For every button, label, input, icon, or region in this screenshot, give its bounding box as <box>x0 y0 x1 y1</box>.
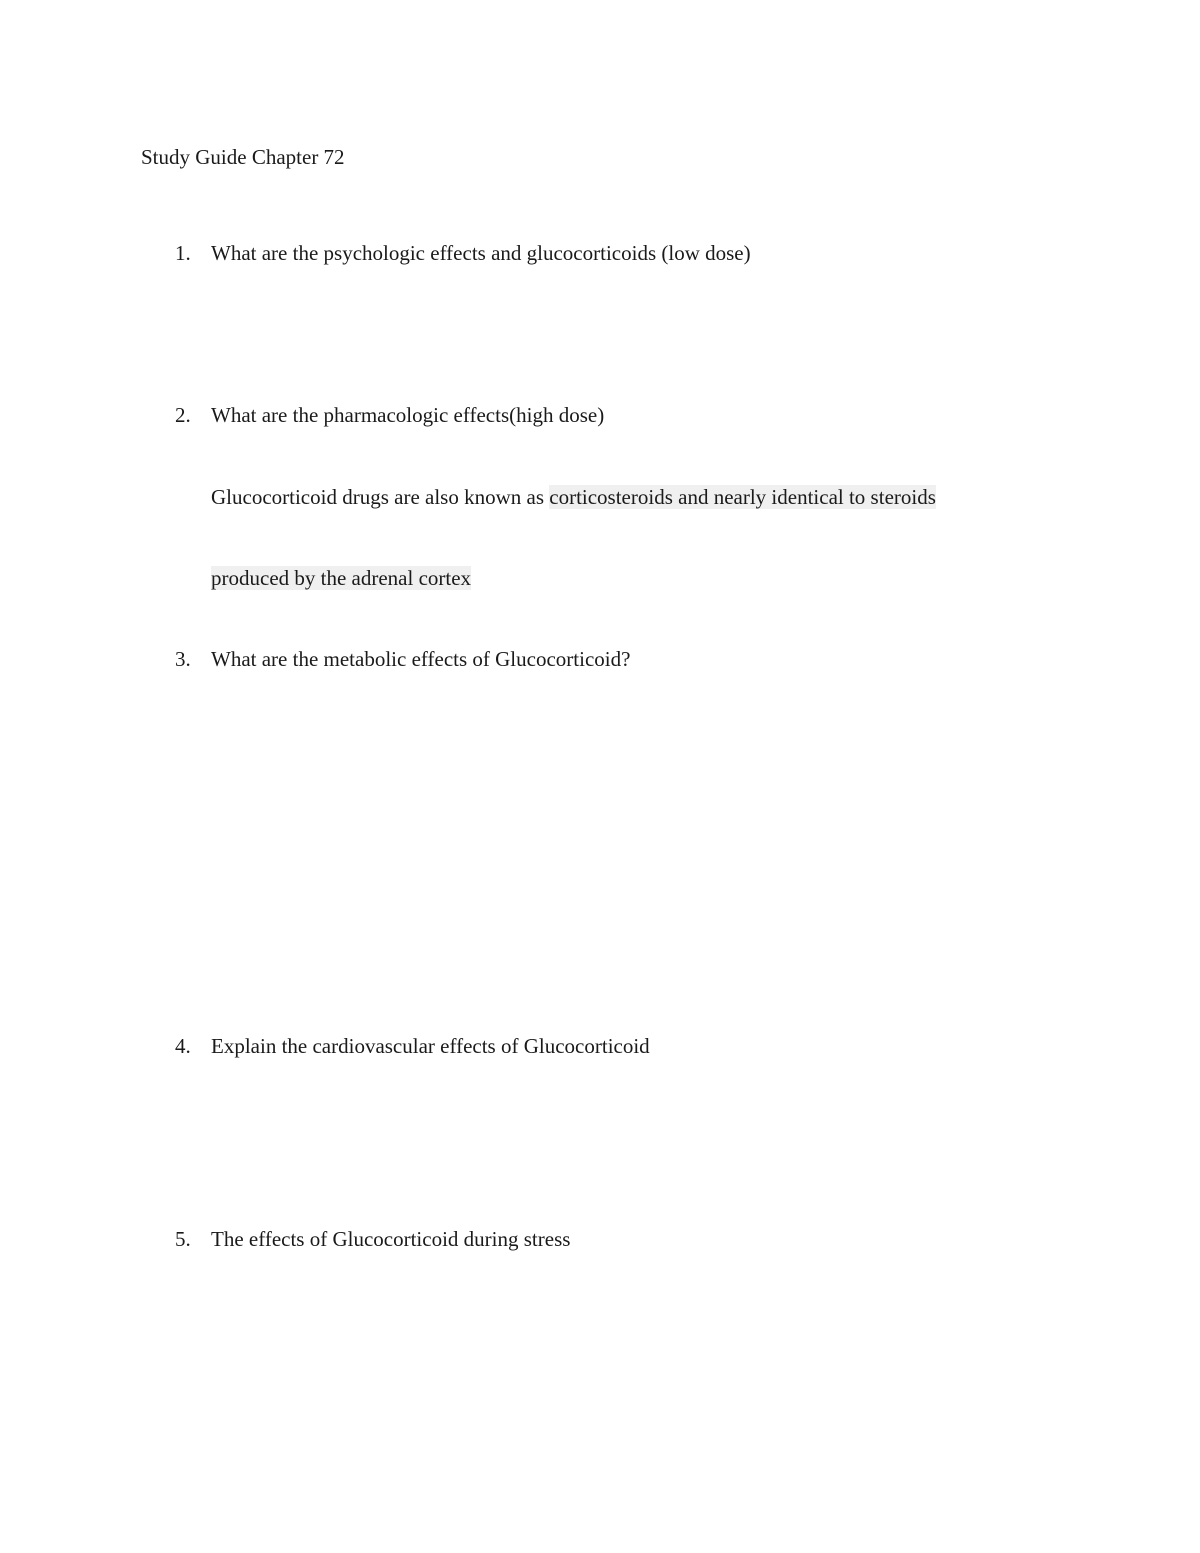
question-text: Explain the cardiovascular effects of Glucocorticoid <box>211 1034 650 1058</box>
answer-note-line-2 <box>211 563 471 593</box>
answer-note-text: Glucocorticoid drugs are also known as <box>211 485 550 509</box>
question-text: The effects of Glucocorticoid during stress <box>211 1227 571 1251</box>
question-number: 2. <box>175 403 191 427</box>
question-number: 5. <box>175 1227 191 1251</box>
document-title: Study Guide Chapter 72 <box>141 145 345 169</box>
highlighted-text: corticosteroids and nearly identical to steroids <box>549 485 936 509</box>
answer-note-line-1 <box>211 482 936 512</box>
question-text: What are the psychologic effects and glucocorticoids (low dose) <box>211 241 751 265</box>
question-number: 4. <box>175 1034 191 1058</box>
question-text: What are the pharmacologic effects(high dose) <box>211 403 605 427</box>
question-text: What are the metabolic effects of Glucocorticoid? <box>211 647 631 671</box>
question-number: 3. <box>175 647 191 671</box>
highlighted-text: produced by the adrenal cortex <box>211 566 472 590</box>
question-number: 1. <box>175 241 191 265</box>
